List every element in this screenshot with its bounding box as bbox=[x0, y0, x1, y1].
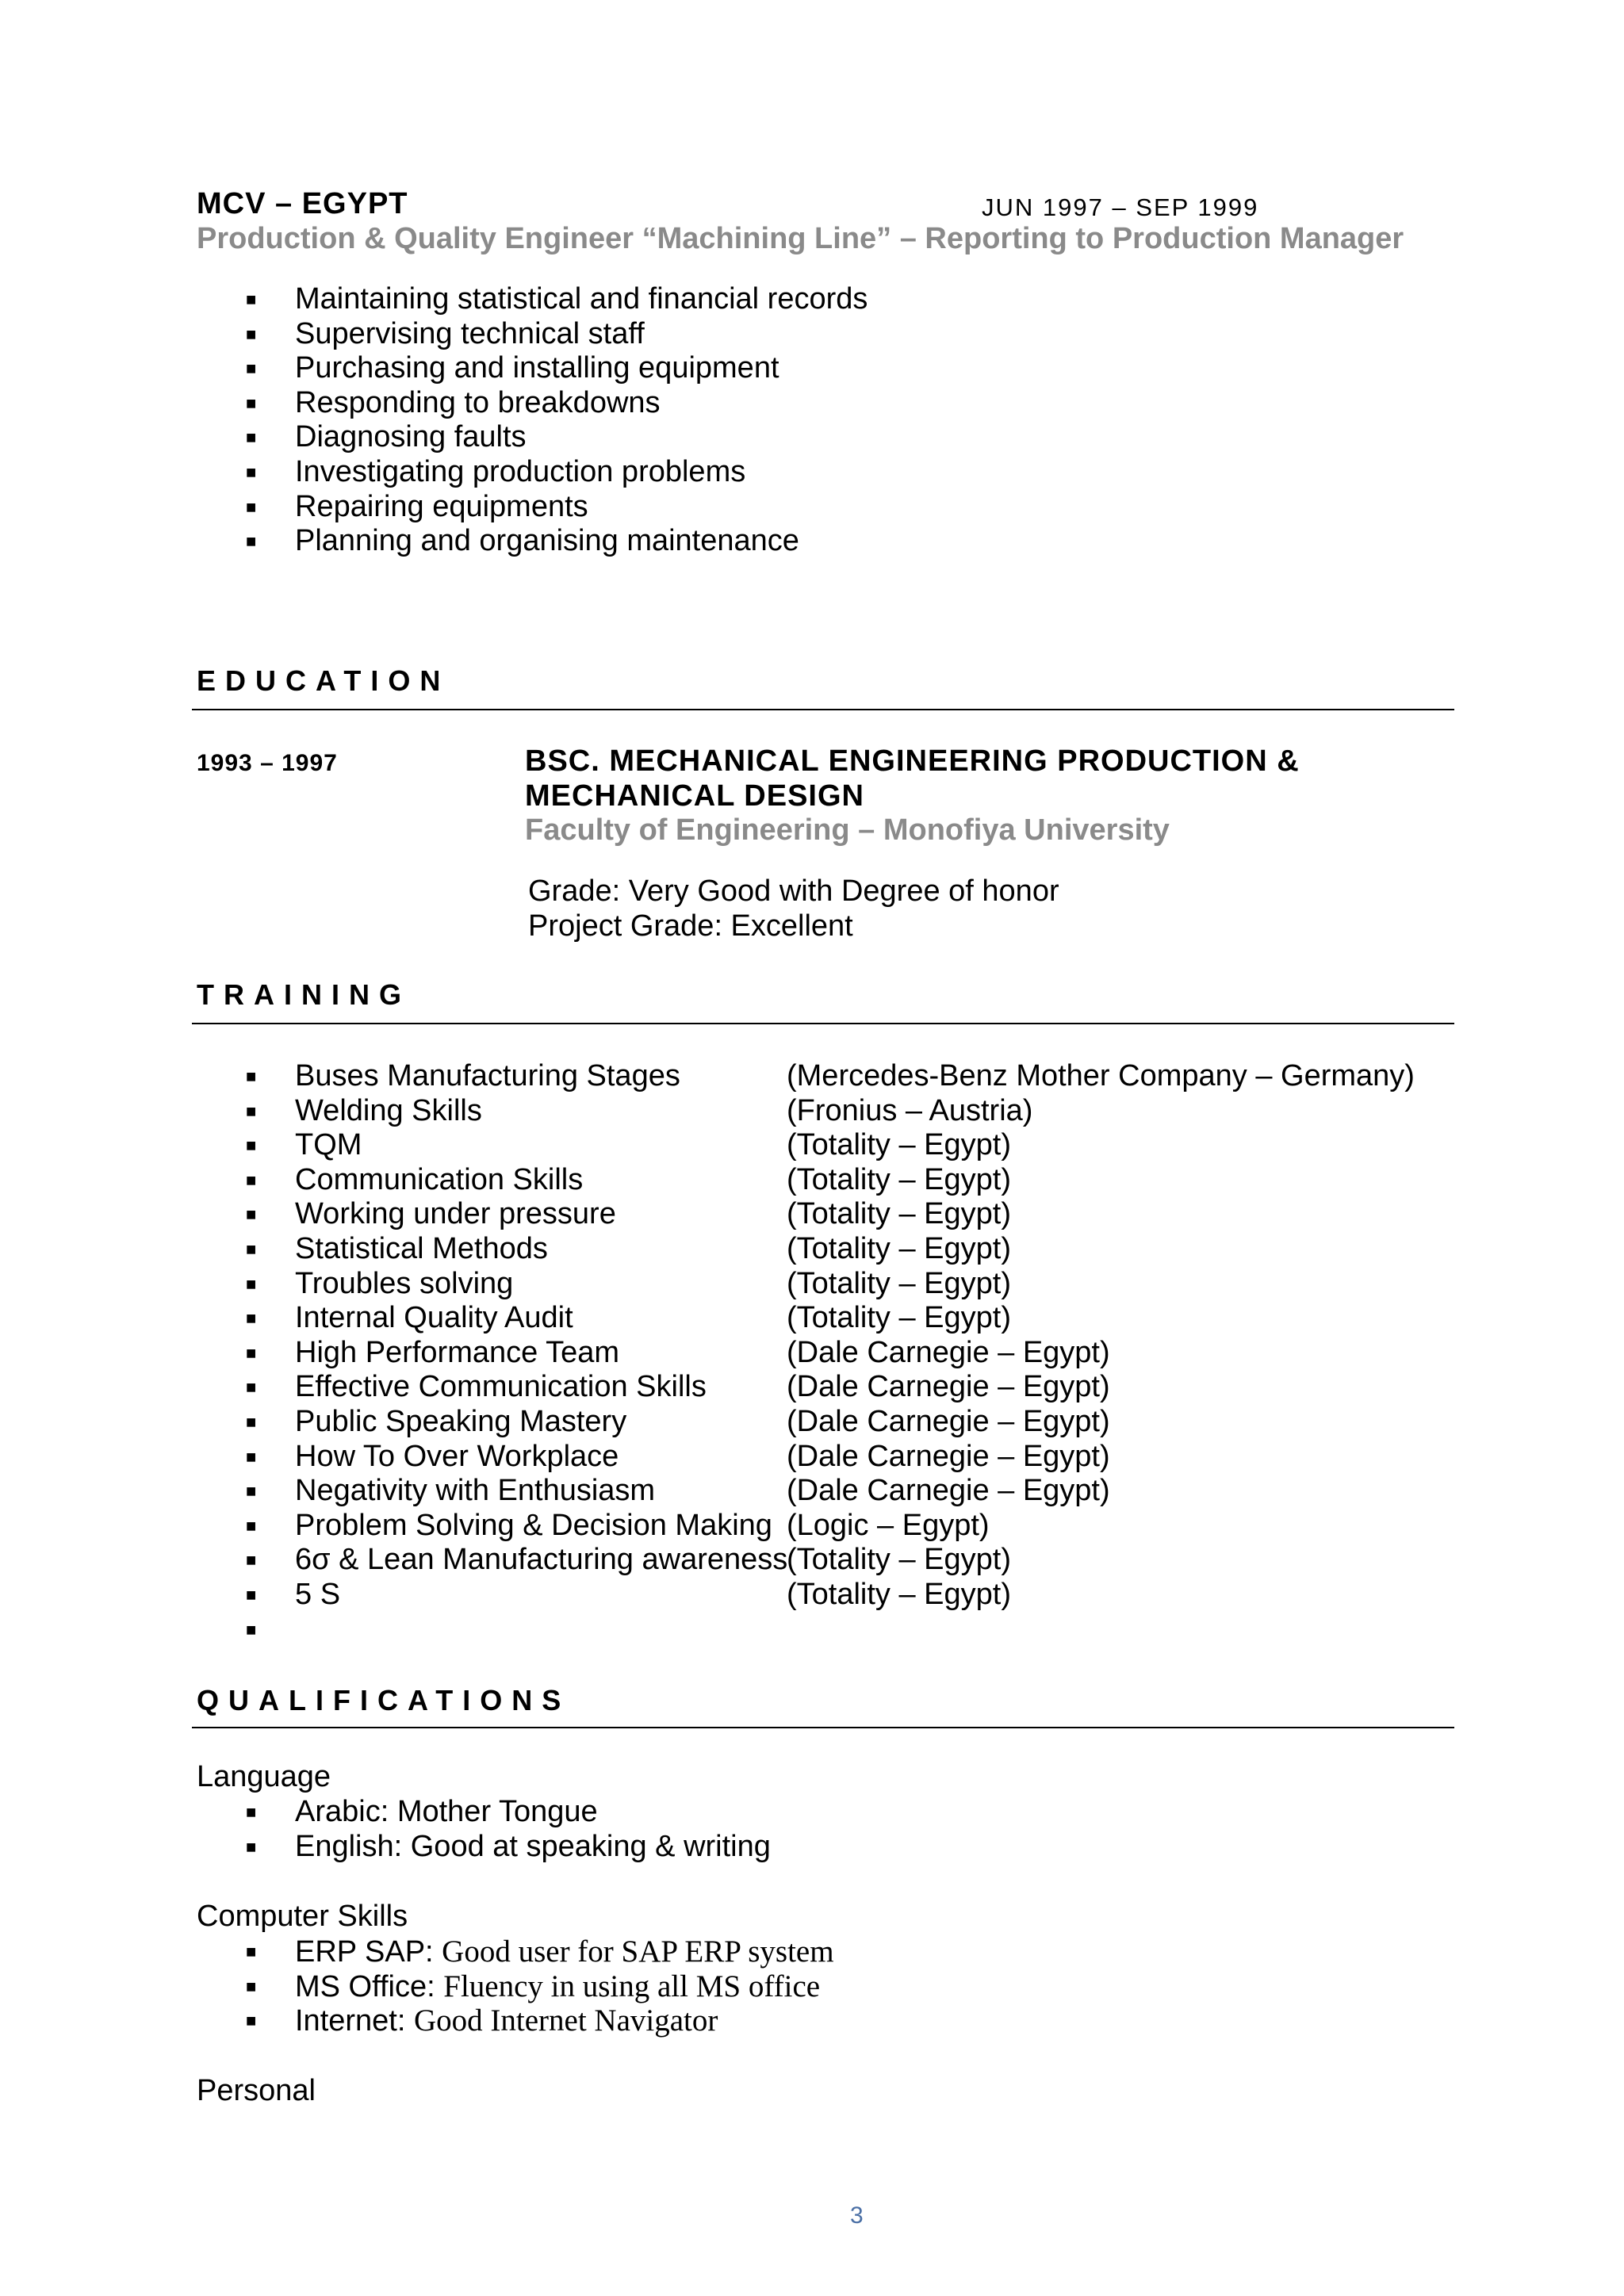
bullet-icon: ■ bbox=[246, 289, 257, 309]
section-divider bbox=[192, 709, 1454, 710]
bullet-icon: ■ bbox=[246, 1836, 257, 1857]
list-item: ■ Purchasing and installing equipment bbox=[246, 351, 779, 385]
bullet-icon: ■ bbox=[246, 392, 257, 413]
training-item: ■ Troubles solving (Totality – Egypt) bbox=[246, 1266, 1011, 1300]
training-list bbox=[197, 1059, 1415, 1647]
bullet-icon: ■ bbox=[246, 1169, 257, 1190]
qualifications-heading: QUALIFICATIONS bbox=[197, 1684, 571, 1716]
personal-label: Personal bbox=[197, 2074, 316, 2107]
section-divider bbox=[192, 1727, 1454, 1728]
bullet-icon: ■ bbox=[246, 1135, 257, 1156]
education-years: 1993 – 1997 bbox=[197, 750, 338, 776]
list-item: ■ English: Good at speaking & writing bbox=[246, 1829, 771, 1863]
bullet-icon: ■ bbox=[246, 1066, 257, 1086]
training-item: ■ Buses Manufacturing Stages (Mercedes-Benz Mother Company – Germany) bbox=[246, 1059, 1415, 1093]
list-item: ■ Responding to breakdowns bbox=[246, 385, 661, 419]
bullet-icon: ■ bbox=[246, 531, 257, 552]
bullet-icon: ■ bbox=[246, 323, 257, 344]
list-item: ■ Diagnosing faults bbox=[246, 420, 527, 454]
training-item: ■ Internal Quality Audit (Totality – Egypt) bbox=[246, 1301, 1011, 1335]
training-heading: TRAINING bbox=[197, 978, 411, 1011]
training-item: ■ Welding Skills (Fronius – Austria) bbox=[246, 1093, 1033, 1127]
education-heading: EDUCATION bbox=[197, 664, 450, 697]
bullet-icon: ■ bbox=[246, 1377, 257, 1398]
training-item: ■ TQM (Totality – Egypt) bbox=[246, 1128, 1011, 1162]
duties-list bbox=[197, 282, 868, 559]
training-item: ■ 6σ & Lean Manufacturing awareness (Totality – Egypt) bbox=[246, 1543, 1011, 1577]
training-item: ■ Statistical Methods (Totality – Egypt) bbox=[246, 1231, 1011, 1265]
list-item: ■ Supervising technical staff bbox=[246, 316, 645, 350]
bullet-icon: ■ bbox=[246, 427, 257, 448]
grade-text: Grade: Very Good with Degree of honor bbox=[528, 874, 1059, 908]
list-item: ■ Planning and organising maintenance bbox=[246, 524, 799, 558]
project-grade-text: Project Grade: Excellent bbox=[528, 909, 853, 943]
bullet-icon: ■ bbox=[246, 461, 257, 482]
faculty-name: Faculty of Engineering – Monofiya University bbox=[525, 813, 1170, 847]
computer-skills-list bbox=[197, 1934, 834, 2038]
job-role: Production & Quality Engineer “Machining Line” – Reporting to Production Manager bbox=[197, 222, 1404, 255]
training-item: ■ Working under pressure (Totality – Egypt) bbox=[246, 1197, 1011, 1231]
list-item: ■ Investigating production problems bbox=[246, 454, 746, 488]
training-item: ■ Communication Skills (Totality – Egypt) bbox=[246, 1162, 1011, 1196]
bullet-icon: ■ bbox=[246, 1273, 257, 1294]
bullet-icon: ■ bbox=[246, 1411, 257, 1432]
bullet-icon: ■ bbox=[246, 1942, 257, 1961]
training-item: ■ 5 S (Totality – Egypt) bbox=[246, 1577, 1011, 1611]
company-name: MCV – EGYPT bbox=[197, 187, 408, 220]
list-item: ■ Maintaining statistical and financial records bbox=[246, 282, 868, 316]
training-item: ■ Negativity with Enthusiasm (Dale Carnegie – Egypt) bbox=[246, 1474, 1110, 1508]
employment-dates: JUN 1997 – SEP 1999 bbox=[982, 193, 1259, 221]
training-item: ■ Effective Communication Skills (Dale Carnegie – Egypt) bbox=[246, 1370, 1110, 1404]
bullet-icon: ■ bbox=[246, 1342, 257, 1363]
bullet-icon: ■ bbox=[246, 1446, 257, 1467]
bullet-icon: ■ bbox=[246, 1584, 257, 1605]
list-item: ■ Internet: Good Internet Navigator bbox=[246, 2003, 718, 2038]
degree-title: BSC. MECHANICAL ENGINEERING PRODUCTION & MECHANICAL DESIGN bbox=[525, 744, 1300, 813]
bullet-icon: ■ bbox=[246, 1238, 257, 1259]
bullet-icon: ■ bbox=[246, 1100, 257, 1121]
training-item: ■ High Performance Team (Dale Carnegie – Egypt) bbox=[246, 1335, 1110, 1369]
page-number: 3 bbox=[850, 2202, 864, 2229]
bullet-icon: ■ bbox=[246, 1204, 257, 1225]
bullet-icon: ■ bbox=[246, 1976, 257, 1996]
bullet-icon: ■ bbox=[246, 1481, 257, 1502]
language-label: Language bbox=[197, 1760, 331, 1793]
section-divider bbox=[192, 1023, 1454, 1024]
training-item: ■ How To Over Workplace (Dale Carnegie – Egypt) bbox=[246, 1439, 1110, 1473]
grade-block bbox=[528, 874, 1059, 943]
list-item: ■ Repairing equipments bbox=[246, 489, 588, 523]
list-item: ■ MS Office: Fluency in using all MS office bbox=[246, 1969, 821, 2003]
computer-skills-label: Computer Skills bbox=[197, 1900, 408, 1933]
bullet-icon: ■ bbox=[246, 2011, 257, 2031]
training-item: ■ Public Speaking Mastery (Dale Carnegie – Egypt) bbox=[246, 1404, 1110, 1438]
bullet-icon: ■ bbox=[246, 1550, 257, 1571]
list-item: ■ Arabic: Mother Tongue bbox=[246, 1795, 598, 1828]
bullet-icon: ■ bbox=[246, 1619, 257, 1640]
bullet-icon: ■ bbox=[246, 1308, 257, 1329]
training-item: ■ Problem Solving & Decision Making (Logic – Egypt) bbox=[246, 1508, 990, 1542]
list-item: ■ ERP SAP: Good user for SAP ERP system bbox=[246, 1934, 834, 1969]
bullet-icon: ■ bbox=[246, 1802, 257, 1822]
bullet-icon: ■ bbox=[246, 496, 257, 517]
bullet-icon: ■ bbox=[246, 358, 257, 379]
training-item-empty bbox=[197, 1613, 787, 1647]
bullet-icon: ■ bbox=[246, 1515, 257, 1536]
language-list bbox=[197, 1795, 771, 1864]
